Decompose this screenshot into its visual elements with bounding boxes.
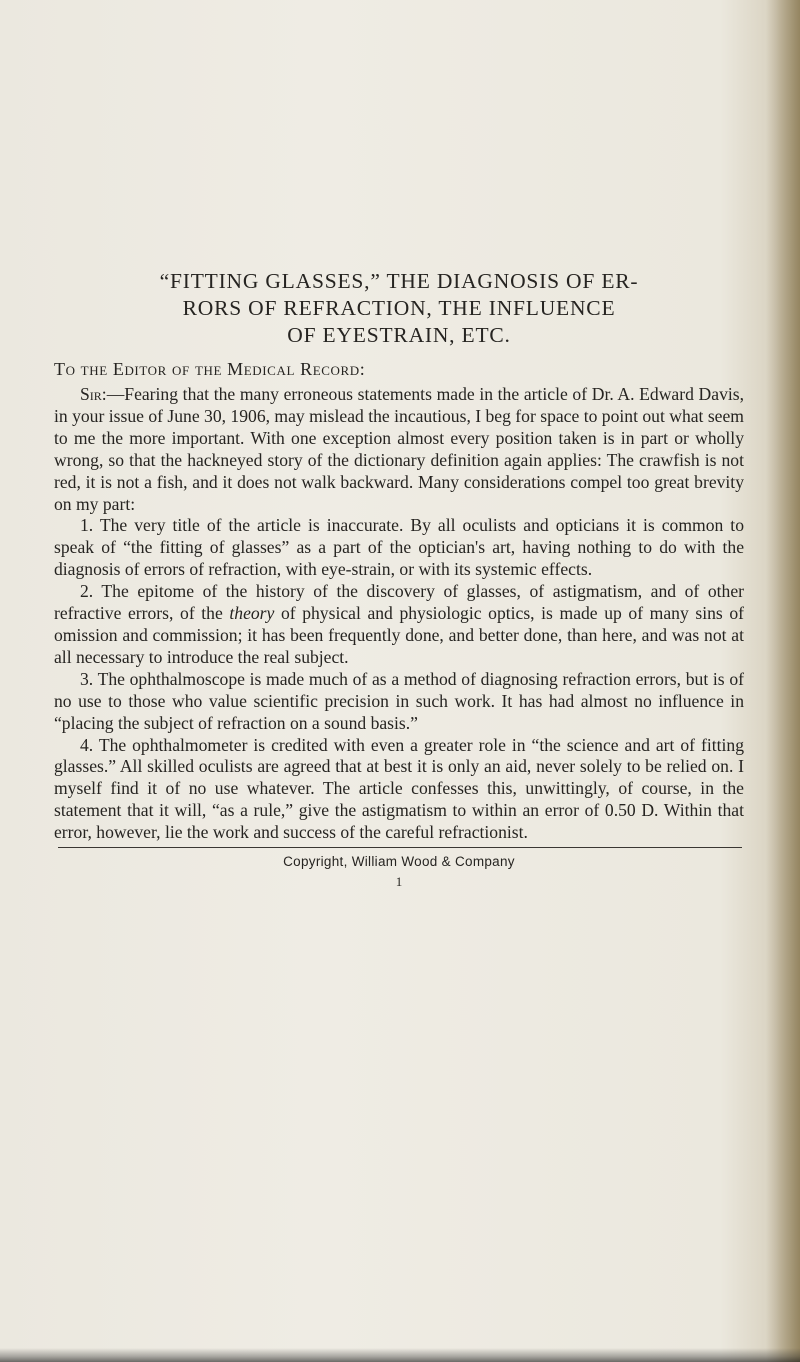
paragraph: 4. The ophthalmometer is credited with even a greater role in “the science and art of fitting glasses.” All skilled oculists are agreed that at best it is only an aid, never solely to be relied on. I myself find it of no use whatever. The article confesses this, unwittingly, of course, in the statement that it will, “as a rule,” give the astigmatism to within an error of 0.50 D. Within that error, however, lie the work and success of the careful refractionist. bbox=[54, 734, 744, 843]
title-line: “FITTING GLASSES,” THE DIAGNOSIS OF ER- bbox=[159, 269, 639, 293]
paragraph: 1. The very title of the article is inaccurate. By all oculists and opticians it is common to speak of “the fitting of glasses” as a part of the optician's art, having nothing to do with the diagnosis of errors of refraction, with eye-strain, or with its systemic effects. bbox=[54, 515, 744, 580]
paragraph-text: of astigmatism, and of other refractive errors, of the bbox=[54, 581, 744, 624]
article-title bbox=[54, 268, 744, 349]
greeting: Sir: bbox=[80, 384, 107, 404]
page-number: 1 bbox=[395, 874, 403, 890]
paragraph bbox=[54, 384, 744, 515]
title-line: RORS OF REFRACTION, THE INFLUENCE bbox=[182, 296, 616, 320]
italic-word: theory bbox=[229, 603, 275, 624]
page-bottom-edge bbox=[0, 1348, 800, 1362]
paragraph: 3. The ophthalmoscope is made much of as a method of diagnosing refraction errors, but is of no use to those who value scientific precision in such work. It has had almost no influence in “placing the subject of refraction on a sound basis.” bbox=[54, 668, 744, 733]
paragraph-text: of physical and physiologic optics, is made up of many sins of omission and commission; it has been frequently done, and better done, than here, and was not at all necessary to introduce the real subject. bbox=[54, 603, 744, 667]
paragraph-text: —Fearing that the many erroneous statements made in the article of Dr. A. Edward Davis, in your issue of June 30, 1906, may mislead the incautious, I beg for space to point out what seem to me the more important. With one exception almost every position taken is in part or wholly wrong, so that the hackneyed story of the dictionary definition again applies: The crawfish is not red, it is not a fish, and it does not walk backward. Many considerations compel too great brevity on my part: bbox=[54, 384, 744, 514]
paragraph bbox=[54, 581, 744, 669]
paragraph-text: 2. The epitome of the history of the discovery of glasses, bbox=[80, 581, 521, 602]
copyright-notice: Copyright, William Wood & Company bbox=[283, 854, 515, 870]
salutation: To the Editor of the Medical Record: bbox=[54, 359, 366, 379]
letter-body bbox=[54, 384, 744, 844]
footer-rule bbox=[58, 847, 742, 848]
article bbox=[54, 268, 744, 890]
title-line: OF EYESTRAIN, ETC. bbox=[287, 323, 511, 347]
page-edge-shadow bbox=[766, 0, 800, 1362]
